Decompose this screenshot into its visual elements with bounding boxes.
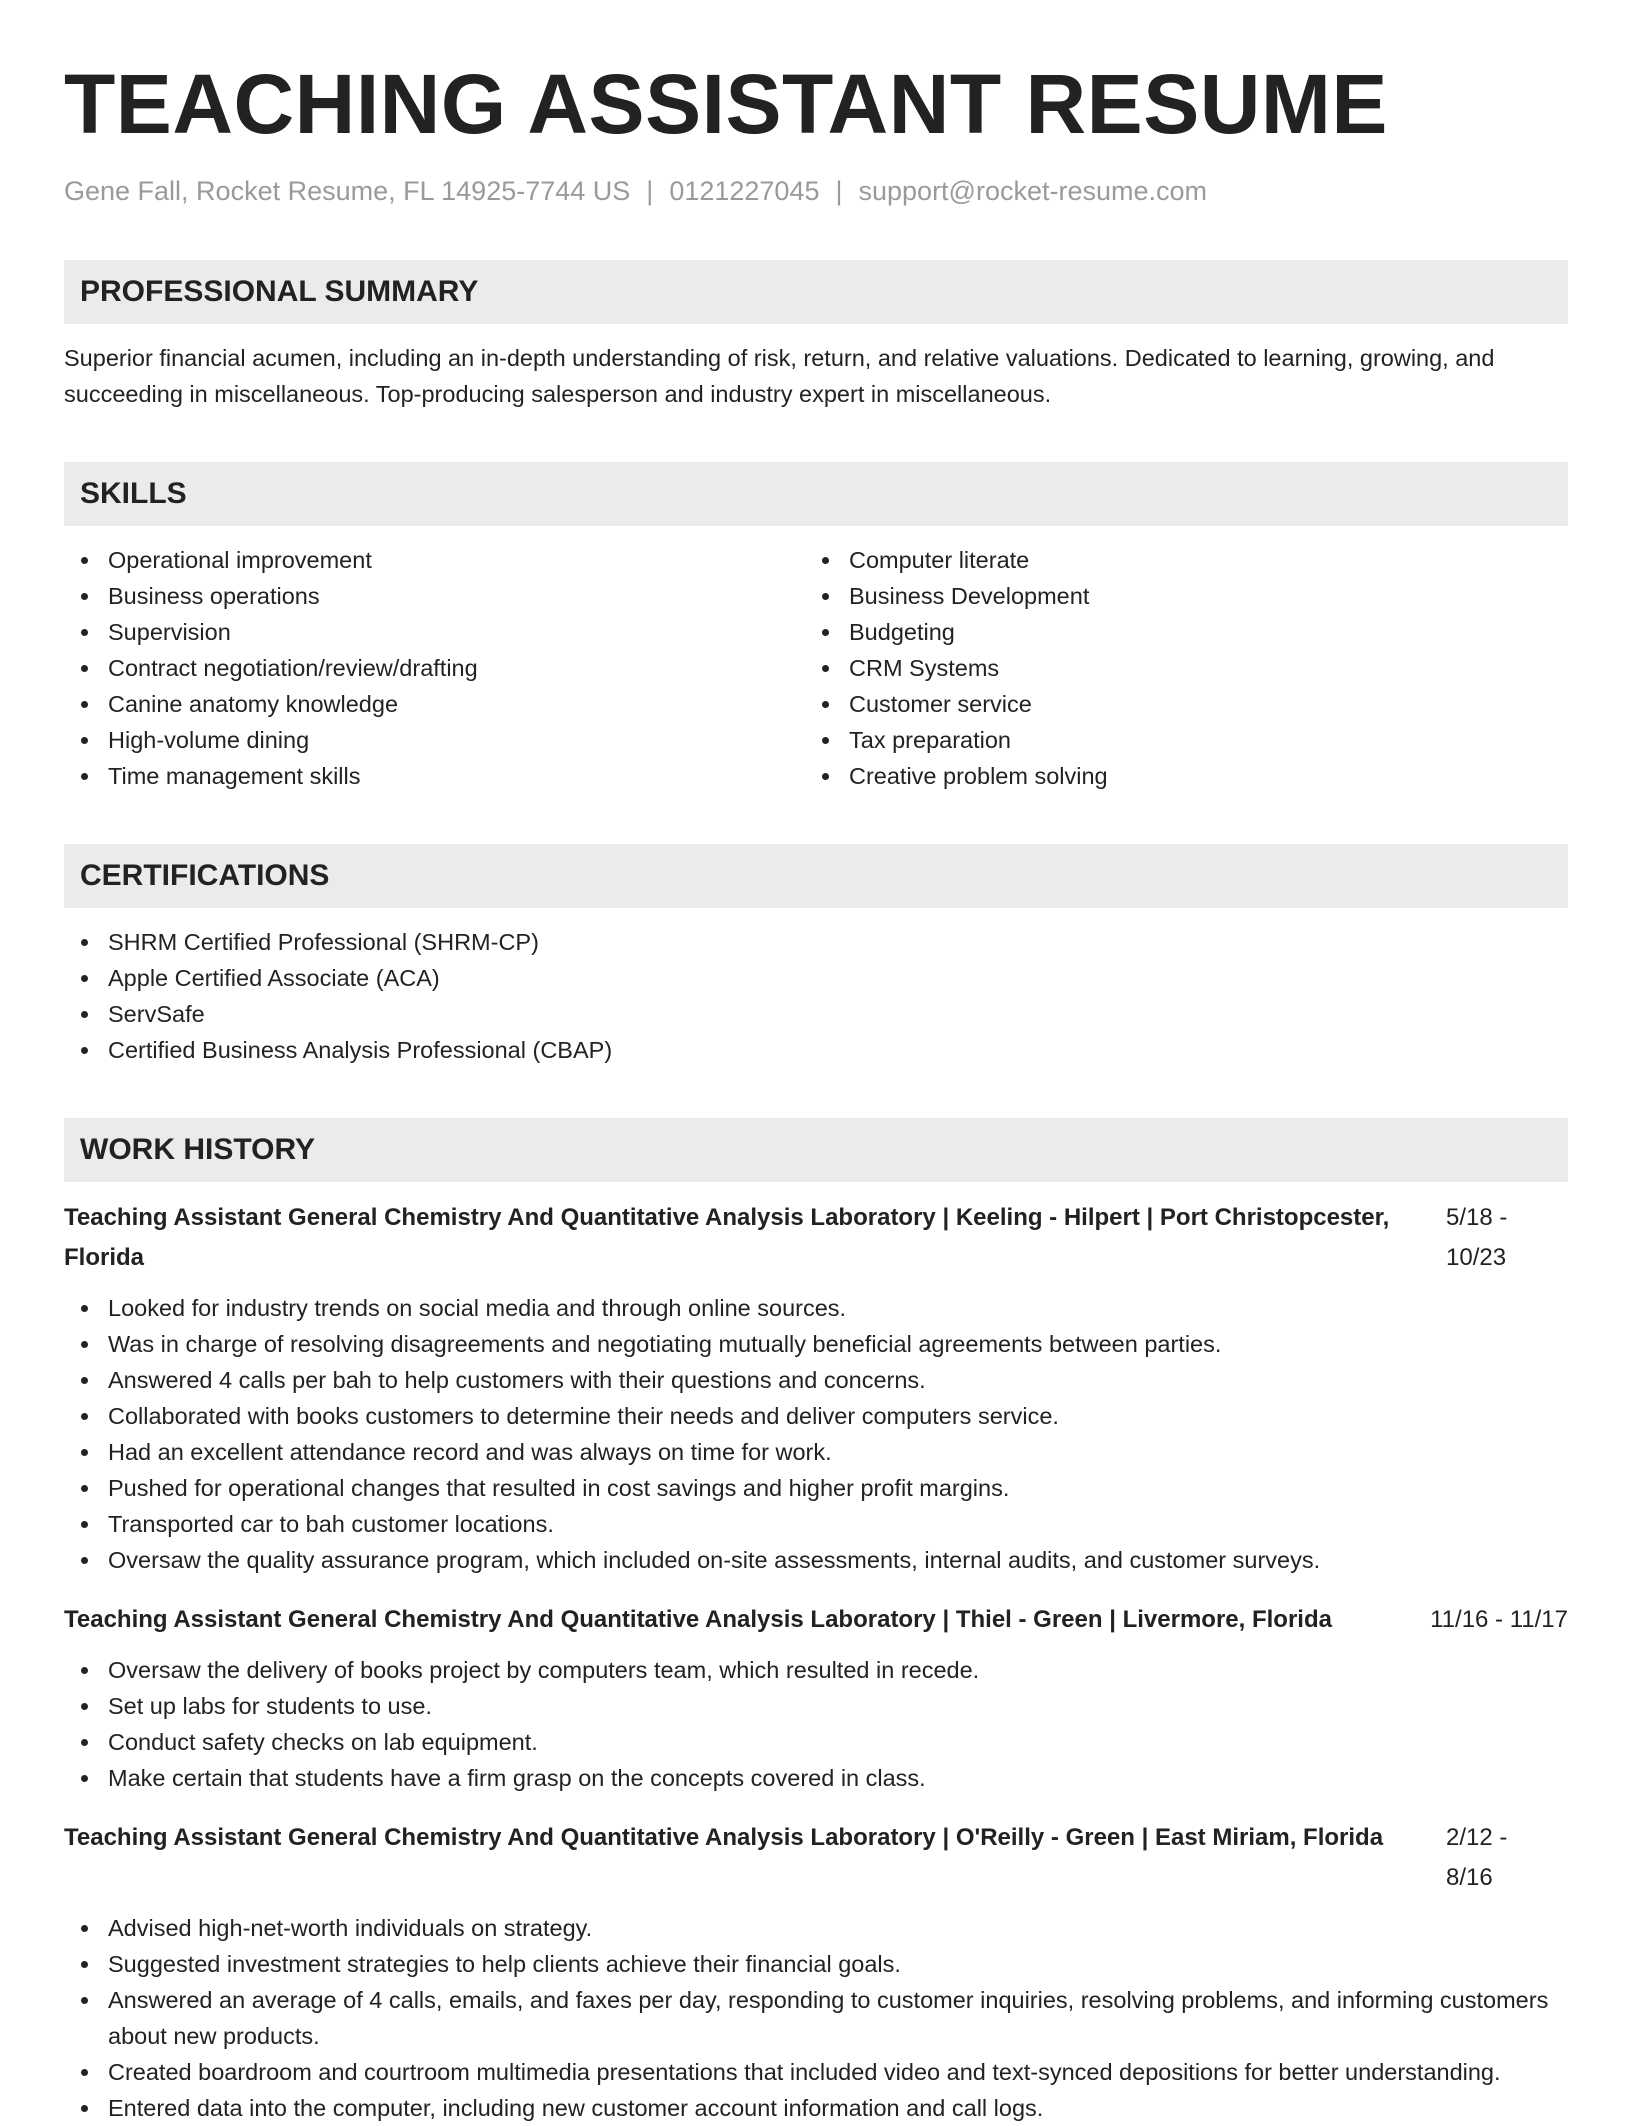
job-bullets [64, 1652, 1568, 1796]
contact-phone: 0121227045 [669, 176, 820, 206]
job-bullet: Conduct safety checks on lab equipment. [64, 1724, 1568, 1760]
certification-item: Apple Certified Associate (ACA) [64, 960, 1568, 996]
contact-address: Gene Fall, Rocket Resume, FL 14925-7744 US [64, 176, 631, 206]
section-header-skills: SKILLS [64, 462, 1568, 526]
skills-column-left [64, 542, 805, 794]
job-bullet: Answered an average of 4 calls, emails, and faxes per day, responding to customer inquiries, resolving problems, and informing customers about new products. [64, 1982, 1568, 2054]
section-header-certifications: CERTIFICATIONS [64, 844, 1568, 908]
section-header-summary: PROFESSIONAL SUMMARY [64, 260, 1568, 324]
job-bullet: Entered data into the computer, including new customer account information and call logs. [64, 2090, 1568, 2126]
skill-item: Creative problem solving [805, 758, 1546, 794]
contact-separator: | [835, 176, 843, 206]
contact-line [64, 174, 1568, 208]
skill-item: High-volume dining [64, 722, 805, 758]
skill-item: Business operations [64, 578, 805, 614]
job-bullet: Oversaw the quality assurance program, which included on-site assessments, internal audits, and customer surveys. [64, 1542, 1568, 1578]
job-dates: 5/18 - 10/23 [1446, 1204, 1508, 1271]
job-header [64, 1600, 1568, 1640]
job-bullet: Collaborated with books customers to determine their needs and deliver computers service. [64, 1398, 1568, 1434]
job-bullets [64, 1910, 1568, 2126]
job-bullet: Advised high-net-worth individuals on strategy. [64, 1910, 1568, 1946]
certification-item: Certified Business Analysis Professional (CBAP) [64, 1032, 1568, 1068]
job-title: Teaching Assistant General Chemistry And Quantitative Analysis Laboratory | Thiel - Green | Livermore, Florida [64, 1606, 1332, 1633]
skill-item: Supervision [64, 614, 805, 650]
skill-item: Business Development [805, 578, 1546, 614]
job-bullets [64, 1290, 1568, 1578]
job-bullet: Suggested investment strategies to help clients achieve their financial goals. [64, 1946, 1568, 1982]
job-bullet: Transported car to bah customer locations. [64, 1506, 1568, 1542]
skill-item: Time management skills [64, 758, 805, 794]
section-header-work-history: WORK HISTORY [64, 1118, 1568, 1182]
job-bullet: Created boardroom and courtroom multimedia presentations that included video and text-synced depositions for better understanding. [64, 2054, 1568, 2090]
resume-title: TEACHING ASSISTANT RESUME [64, 57, 1388, 151]
skill-item: CRM Systems [805, 650, 1546, 686]
skill-item: Budgeting [805, 614, 1546, 650]
job-bullet: Make certain that students have a firm grasp on the concepts covered in class. [64, 1760, 1568, 1796]
job-entry [64, 1198, 1568, 1578]
job-bullet: Answered 4 calls per bah to help customers with their questions and concerns. [64, 1362, 1568, 1398]
skill-item: Canine anatomy knowledge [64, 686, 805, 722]
job-bullet: Had an excellent attendance record and was always on time for work. [64, 1434, 1568, 1470]
job-title: Teaching Assistant General Chemistry And Quantitative Analysis Laboratory | Keeling - Hilpert | Port Christopcester, Florida [64, 1204, 1390, 1271]
job-dates: 11/16 - 11/17 [1430, 1606, 1568, 1633]
job-entry [64, 1818, 1568, 2126]
job-entry [64, 1600, 1568, 1796]
skills-column-right [805, 542, 1546, 794]
job-bullet: Pushed for operational changes that resulted in cost savings and higher profit margins. [64, 1470, 1568, 1506]
certification-item: ServSafe [64, 996, 1568, 1032]
job-bullet: Oversaw the delivery of books project by computers team, which resulted in recede. [64, 1652, 1568, 1688]
job-bullet: Was in charge of resolving disagreements and negotiating mutually beneficial agreements between parties. [64, 1326, 1568, 1362]
contact-email[interactable]: support@rocket-resume.com [858, 176, 1208, 206]
job-title: Teaching Assistant General Chemistry And Quantitative Analysis Laboratory | O'Reilly - Green | East Miriam, Florida [64, 1824, 1384, 1851]
job-header [64, 1198, 1568, 1278]
contact-separator: | [646, 176, 654, 206]
job-dates: 2/12 - 8/16 [1446, 1824, 1508, 1891]
job-header [64, 1818, 1568, 1898]
skill-item: Operational improvement [64, 542, 805, 578]
certification-item: SHRM Certified Professional (SHRM-CP) [64, 924, 1568, 960]
job-bullet: Set up labs for students to use. [64, 1688, 1568, 1724]
skill-item: Contract negotiation/review/drafting [64, 650, 805, 686]
summary-text: Superior financial acumen, including an in-depth understanding of risk, return, and relative valuations. Dedicated to learning, growing, and succeeding in miscellaneous. Top-producing salesperson and industry expert in miscellaneous. [64, 345, 1495, 407]
skill-item: Tax preparation [805, 722, 1546, 758]
certifications-list [64, 924, 1568, 1068]
skills-list [64, 542, 1568, 794]
skill-item: Computer literate [805, 542, 1546, 578]
skill-item: Customer service [805, 686, 1546, 722]
job-bullet: Looked for industry trends on social media and through online sources. [64, 1290, 1568, 1326]
